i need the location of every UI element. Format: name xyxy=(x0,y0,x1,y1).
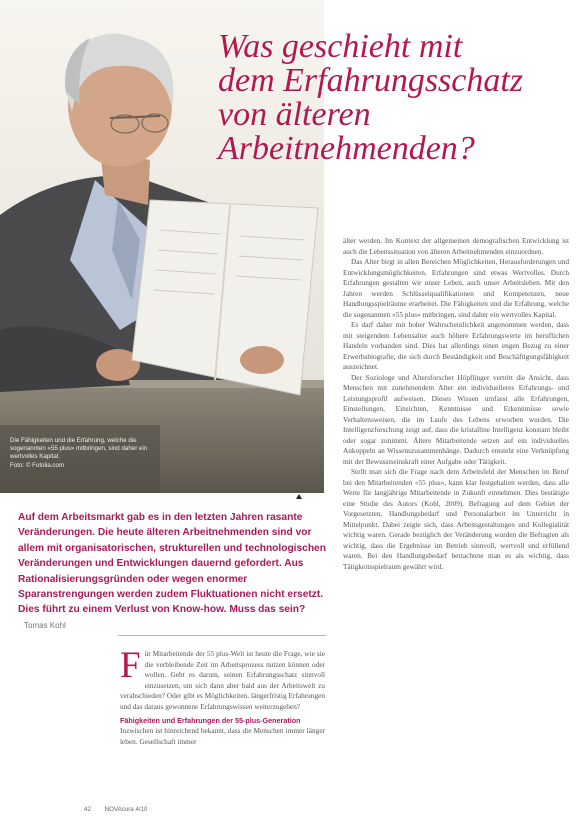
headline-line-1: Was geschieht mit xyxy=(218,28,463,65)
body-paragraph: Inzwischen ist hinreichend bekannt, dass die Menschen immer länger leben. Gesellschaft immer xyxy=(120,726,325,746)
body-paragraph: Der Soziologe und Altersforscher Höpflinger vertritt die Ansicht, dass Menschen mit zunehmendem Alter ein individuelleres Erfahrungs- und Leistungsprofil aufweisen. Dieses Wissen umfasst alle Erfahrungen, Einstellungen, Einsichten, Kenntnisse und Erkenntnisse sowie Verhaltensweisen, die im Laufe des Lebens erworben wurden. Die Intelligenzforschung zeigt auf, dass die kristalline Intelligenz konstant bleibt oder sogar zunimmt. Ältere Mitarbeitende setzen auf ein individuelles Ankoppeln an Wissenszusammenhänge. Dadurch entsteht eine Verknüpfung mit der Bewusstseinskraft einer Aufgabe oder Tätigkeit. xyxy=(343,372,569,466)
headline-line-2: dem Erfahrungsschatz xyxy=(218,62,524,99)
body-column-1 xyxy=(120,645,325,747)
body-paragraph: Das Alter birgt in allen Bereichen Möglichkeiten, Herausforderungen und Entwicklungsmöglichkeiten. Erfahrungen sind etwas Wertvolles. Durch Erfahrungen gestalten wir unser Leben, auch unser Arbeitsleben. Mit den Jahren werden Schlüsselqualifikationen und Kompetenzen, neue Handlungsspielräume erarbeitet. Die Fähigkeiten und die Erfahrung, welche die sogenannten «55 plus» mitbringen, sind daher ein wertvolles Kapital. xyxy=(343,257,569,319)
triangle-marker-icon xyxy=(296,494,302,499)
photo-credit: Foto: © Fotolia.com xyxy=(10,461,65,469)
body-column-2 xyxy=(343,236,569,572)
publication-name: NOVAcura 4/10 xyxy=(104,806,148,813)
page-footer xyxy=(84,806,148,813)
body-paragraph xyxy=(120,645,325,712)
page-number: 42 xyxy=(84,806,91,813)
author-name: Tomas Kohl xyxy=(24,620,66,630)
caption-text: Die Fähigkeiten und die Erfahrung, welche die sogenannten «55 plus» mitbringen, sind daher ein wertvolles Kapital. xyxy=(10,437,148,461)
body-paragraph: Stellt man sich die Frage nach dem Arbeitsfeld der Menschen im Beruf bei den Mitarbeitenden «55 plus», kann klar festgehalten werden, dass alle Werte für langjährige Mitarbeitende in Zukunft einnehmen. Dies bestätigte eine Studie des Autors (Kohl, 2009). Befragung auf dem Gebiet der Vorgesetzten, Handlungsbedarf und Personalarbeit im Unterricht in Mittelpunkt. Dabei zeigte sich, dass Arbeitsgestaltungen und Kollegialität wichtig waren. Gerade bezüglich der Veränderung wurden die Befragten als wichtig, dass die Ergebnisse im Betrieb sinnvoll, wertvoll und erfüllend waren. Bei den Handlungsbedarf betrachtete man es als wichtig, dass Tätigkeitsspielraum gewährt wird. xyxy=(343,467,569,571)
drop-cap: F xyxy=(120,645,141,686)
divider-line xyxy=(118,635,326,636)
paragraph-text: ür Mitarbeitende der 55 plus-Welt ist heute die Frage, wie sie die verbleibende Zeit im Arbeitsprozess nutzen können oder wollen. Geht es darum, seinen Erfahrungsschatz sinnvoll einzusetzen, um sich dann aber bald aus der Arbeitswelt zu verabschieden? Oder gibt es Möglichkeiten, längerfristig Erfahrungen und das daraus gewonnene Erfahrungswissen weiterzugeben? xyxy=(120,649,325,711)
lead-text: Auf dem Arbeitsmarkt gab es in den letzten Jahren rasante Veränderungen. Die heute älteren Arbeitnehmenden sind vor allem mit organisatorischen, strukturellen und technologischen Veränderungen und Entwicklungen dauernd gefordert. Aus Rationalisierungsgründen oder wegen enormer Sparanstrengungen werden zudem Fluktuationen nicht ersetzt. Dies führt zu einem Verlust von Know-how. Muss das sein? xyxy=(18,512,326,616)
body-paragraph: älter werden. Im Kontext der allgemeinen demografischen Entwicklung ist auch die Lebenssituation von älteren Arbeitnehmenden einzuordnen. xyxy=(343,236,569,256)
article-headline xyxy=(218,30,578,166)
photo-caption xyxy=(10,437,150,470)
body-paragraph: Es darf daher mit hoher Wahrscheinlichkeit angenommen werden, dass mit steigendem Lebensalter auch höhere Erfahrungswerte im beruflichen Handeln vorhanden sind. Dies hat allerdings einen engen Bezug zu einer Erwerbsbiografie, die sich durch Beständigkeit und Beschäftigungsfähigkeit auszeichnet. xyxy=(343,320,569,371)
headline-line-4: Arbeitnehmenden? xyxy=(218,130,475,167)
headline-line-3: von älteren xyxy=(218,96,371,133)
lead-paragraph xyxy=(18,510,326,633)
section-subheading: Fähigkeiten und Erfahrungen der 55-plus-Generation xyxy=(120,716,301,725)
